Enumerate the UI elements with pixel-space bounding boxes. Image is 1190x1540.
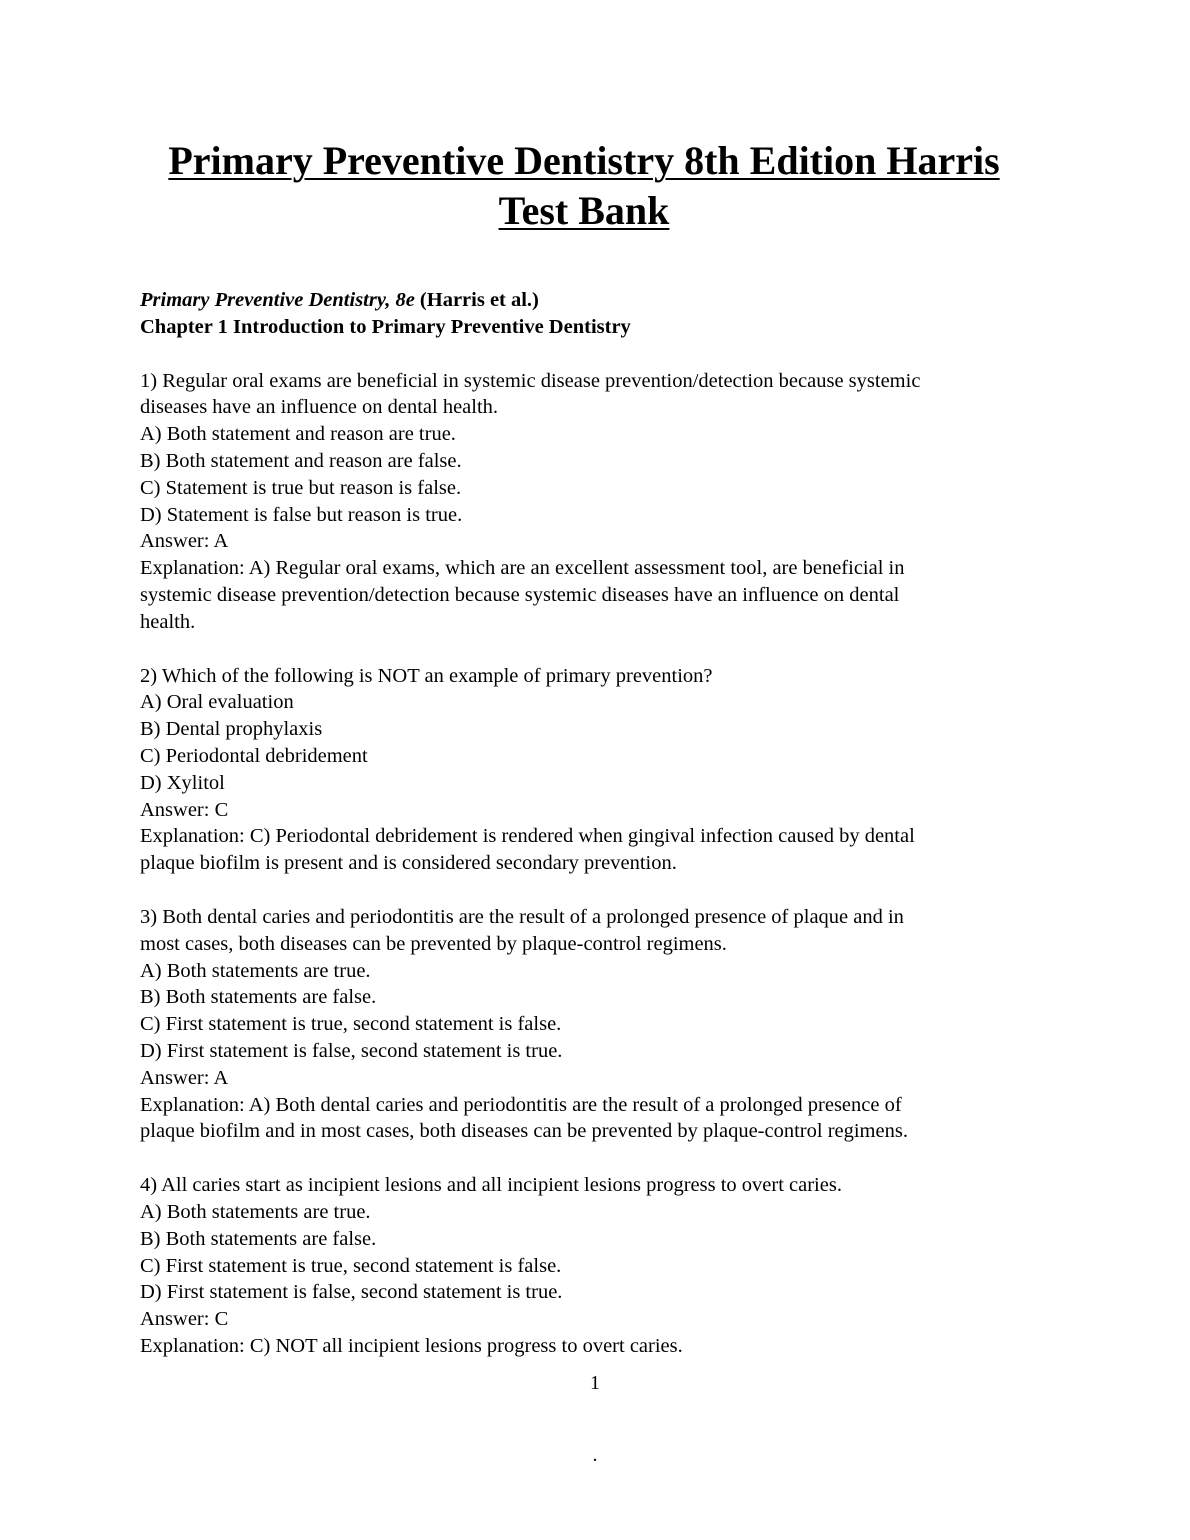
book-authors: (Harris et al.) [419,289,539,311]
question-stem: 2) Which of the following is NOT an example of primary prevention? [140,664,713,687]
question-list [140,368,1070,1360]
answer-option: D) First statement is false, second statement is true. [140,1039,563,1062]
answer-key: Answer: A [140,530,229,553]
answer-option: B) Both statements are false. [140,1227,377,1250]
answer-option: A) Both statement and reason are true. [140,423,456,446]
document-body [140,287,1070,1360]
answer-option: B) Both statements are false. [140,986,377,1009]
chapter-heading: Chapter 1 Introduction to Primary Preventive Dentistry [140,315,631,338]
question-stem: most cases, both diseases can be prevented by plaque-control regimens. [140,932,727,955]
book-title: Primary Preventive Dentistry, 8e [140,289,415,311]
answer-option: C) Periodontal debridement [140,744,368,767]
answer-option: D) First statement is false, second statement is true. [140,1281,563,1304]
answer-option: C) Statement is true but reason is false. [140,476,462,499]
page-number: 1 [590,1372,600,1394]
answer-option: A) Both statements are true. [140,1200,371,1223]
answer-option: C) First statement is true, second statement is false. [140,1254,562,1277]
explanation: plaque biofilm and in most cases, both diseases can be prevented by plaque-control regimens. [140,1120,908,1143]
question-2 [140,663,1070,877]
explanation: Explanation: C) NOT all incipient lesions progress to overt caries. [140,1334,683,1357]
question-4 [140,1172,1070,1360]
explanation: Explanation: A) Both dental caries and periodontitis are the result of a prolonged presence of [140,1093,902,1116]
question-1 [140,368,1070,636]
answer-key: Answer: A [140,1066,229,1089]
question-stem: 4) All caries start as incipient lesions and all incipient lesions progress to overt caries. [140,1174,842,1197]
page-title [0,136,1168,236]
explanation: health. [140,610,196,633]
explanation: Explanation: A) Regular oral exams, which are an excellent assessment tool, are beneficial in [140,557,905,580]
explanation: systemic disease prevention/detection because systemic diseases have an influence on dental [140,583,900,606]
book-reference [140,287,1070,314]
answer-option: A) Both statements are true. [140,959,371,982]
question-stem: 3) Both dental caries and periodontitis are the result of a prolonged presence of plaque and in [140,905,904,928]
answer-key: Answer: C [140,1308,229,1331]
answer-option: D) Xylitol [140,771,225,794]
answer-option: B) Both statement and reason are false. [140,449,462,472]
explanation: Explanation: C) Periodontal debridement is rendered when gingival infection caused by dental [140,825,915,848]
question-stem: 1) Regular oral exams are beneficial in systemic disease prevention/detection because systemic [140,369,921,392]
question-stem: diseases have an influence on dental health. [140,396,499,419]
answer-option: B) Dental prophylaxis [140,718,323,741]
answer-option: A) Oral evaluation [140,691,294,714]
answer-option: D) Statement is false but reason is true. [140,503,463,526]
answer-key: Answer: C [140,798,229,821]
footer-mark: . [592,1444,598,1466]
explanation: plaque biofilm is present and is considered secondary prevention. [140,852,677,875]
question-3 [140,904,1070,1145]
page-title-line-2: Test Bank [498,188,670,233]
answer-option: C) First statement is true, second statement is false. [140,1013,562,1036]
page-title-line-1: Primary Preventive Dentistry 8th Edition Harris [168,138,1000,183]
